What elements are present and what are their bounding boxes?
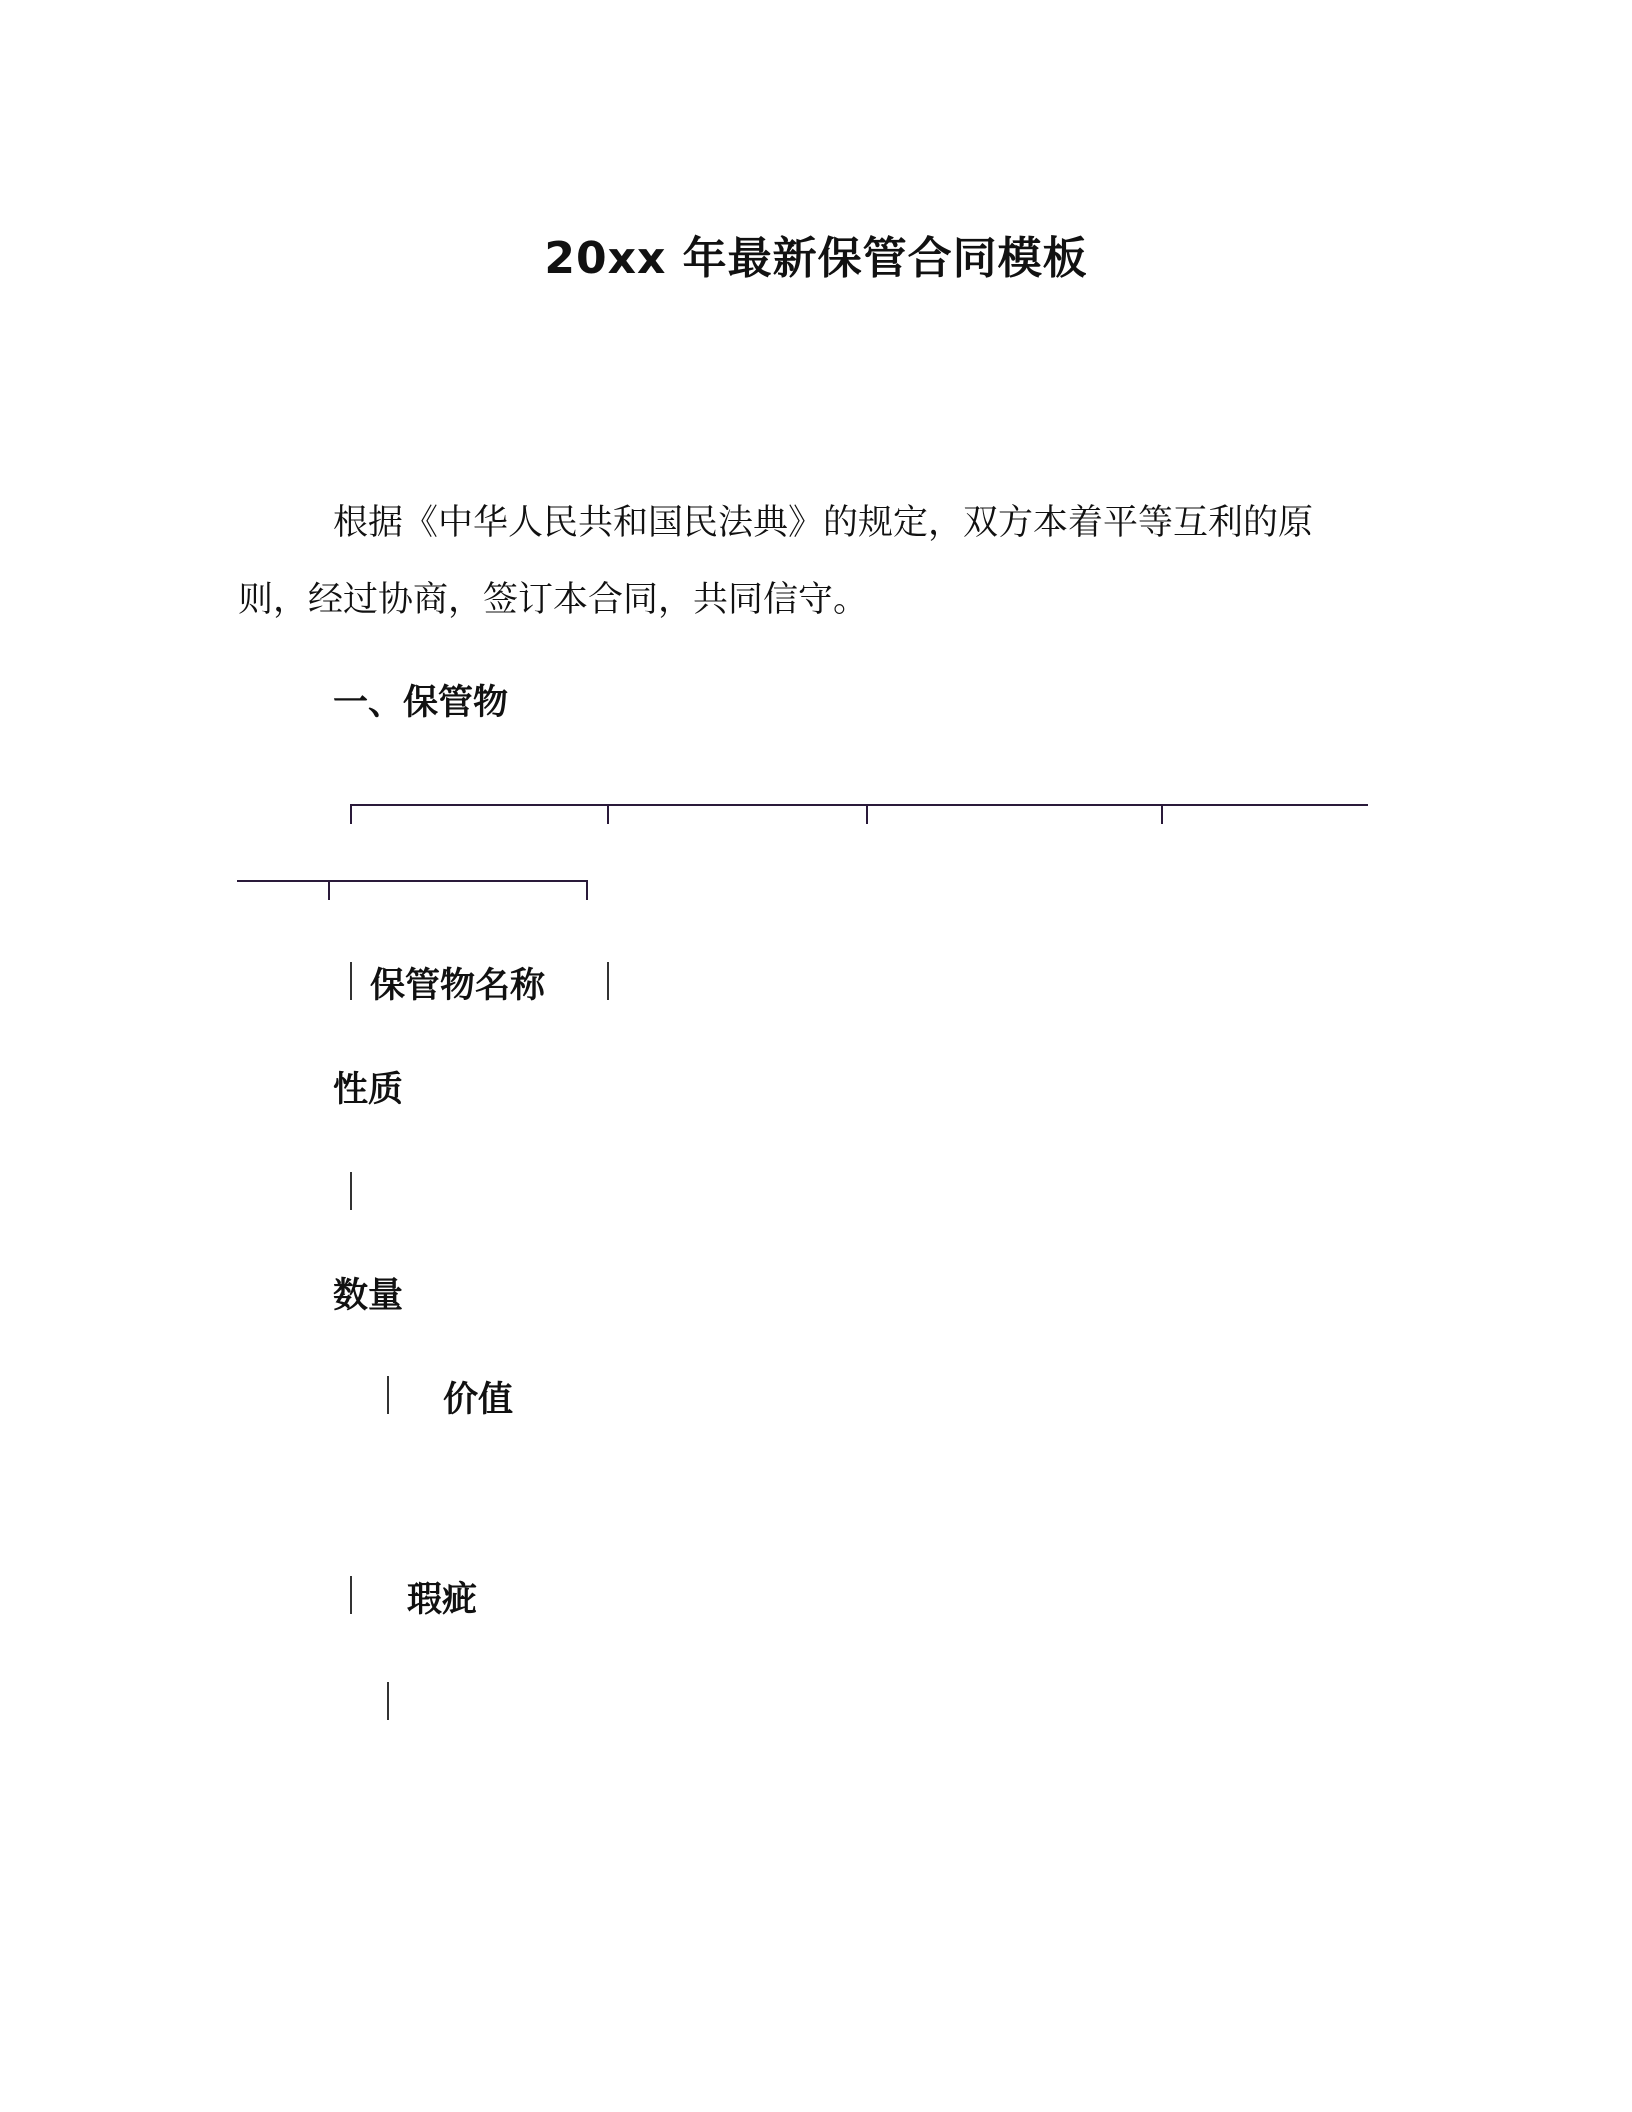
- table-second-border: [237, 880, 587, 882]
- table-column-tick: [328, 880, 330, 900]
- table-cell-divider: [387, 1682, 389, 1720]
- table-top-border: [350, 804, 1368, 806]
- table-header-quantity: 数量: [333, 1276, 404, 1316]
- table-cell-divider: [350, 1172, 352, 1210]
- table-cell-divider: [350, 1576, 352, 1614]
- document-title: 20xx 年最新保管合同模板: [544, 233, 1088, 284]
- section-heading-storage-item: 一、保管物: [333, 683, 509, 723]
- intro-paragraph-line-2: 则，经过协商，签订本合同，共同信守。: [238, 580, 869, 620]
- table-cell-divider: [350, 962, 352, 1000]
- table-header-item-name: 保管物名称: [370, 966, 546, 1006]
- table-cell-divider: [387, 1376, 389, 1414]
- table-header-nature: 性质: [333, 1070, 404, 1110]
- table-column-tick: [607, 804, 609, 824]
- table-column-tick: [866, 804, 868, 824]
- table-column-tick: [586, 880, 588, 900]
- intro-paragraph-line-1: 根据《中华人民共和国民法典》的规定，双方本着平等互利的原: [333, 503, 1314, 543]
- table-header-value: 价值: [443, 1380, 514, 1420]
- table-column-tick: [350, 804, 352, 824]
- table-column-tick: [1161, 804, 1163, 824]
- table-cell-divider: [607, 962, 609, 1000]
- table-header-flaw: 瑕疵: [407, 1580, 478, 1620]
